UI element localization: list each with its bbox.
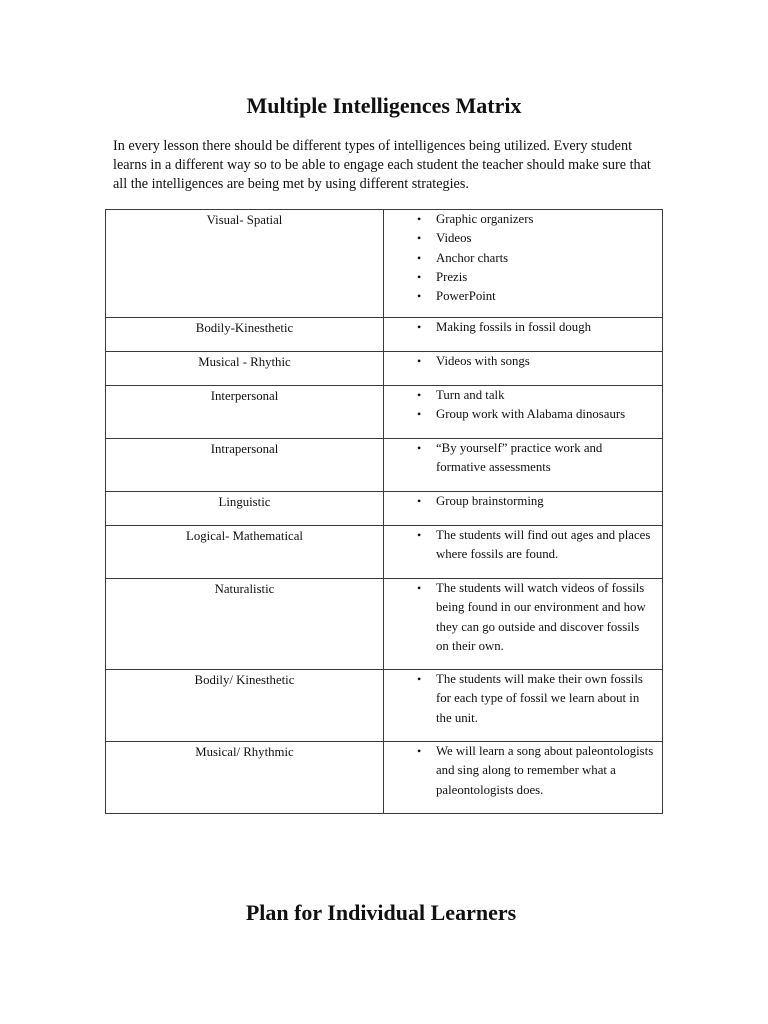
- intelligence-cell: Naturalistic: [106, 579, 384, 670]
- intelligence-cell: Bodily/ Kinesthetic: [106, 670, 384, 742]
- strategy-item: [417, 670, 654, 728]
- strategy-list: [384, 579, 662, 656]
- strategy-list: [384, 439, 662, 478]
- table-row: [106, 439, 663, 492]
- strategy-item: [417, 492, 654, 511]
- bullet-icon: •: [417, 744, 422, 758]
- strategies-cell: [384, 492, 663, 526]
- page-title: Multiple Intelligences Matrix: [246, 93, 522, 118]
- strategy-list: [384, 210, 662, 306]
- strategy-text: Videos: [436, 231, 472, 246]
- strategy-text: Videos with songs: [436, 354, 530, 368]
- strategy-item: [417, 439, 654, 478]
- strategy-text: We will learn a song about paleontologists and sing along to remember what a paleontologists does.: [436, 744, 654, 797]
- strategy-item: [417, 287, 654, 306]
- bullet-icon: •: [417, 494, 422, 508]
- strategies-cell: [384, 526, 663, 579]
- intelligence-cell: Interpersonal: [106, 386, 384, 439]
- table-row: [106, 526, 663, 579]
- table-row: [106, 318, 663, 352]
- strategy-item: [417, 742, 654, 800]
- strategy-item: [417, 229, 654, 248]
- intelligence-cell: Musical/ Rhythmic: [106, 742, 384, 814]
- table-row: [106, 670, 663, 742]
- table-row: [106, 210, 663, 318]
- section-title: Plan for Individual Learners: [245, 900, 517, 925]
- strategy-text: “By yourself” practice work and formative assessments: [436, 441, 603, 475]
- strategy-item: [417, 579, 654, 656]
- strategies-cell: [384, 670, 663, 742]
- table-row: [106, 492, 663, 526]
- strategy-list: [384, 492, 662, 511]
- strategies-cell: [384, 210, 663, 318]
- strategy-item: [417, 405, 654, 424]
- strategy-text: PowerPoint: [436, 289, 496, 304]
- strategies-cell: [384, 579, 663, 670]
- strategy-text: Making fossils in fossil dough: [436, 320, 591, 334]
- strategy-item: [417, 526, 654, 565]
- strategy-list: [384, 352, 662, 371]
- strategy-item: [417, 318, 654, 337]
- table-row: [106, 742, 663, 814]
- strategies-cell: [384, 742, 663, 814]
- intelligence-cell: Logical- Mathematical: [106, 526, 384, 579]
- intelligences-matrix-table: [105, 209, 663, 814]
- strategy-item: [417, 268, 654, 287]
- bullet-icon: •: [417, 354, 422, 368]
- strategy-text: Turn and talk: [436, 388, 505, 402]
- strategy-list: [384, 386, 662, 425]
- strategy-item: [417, 352, 654, 371]
- intelligence-cell: Bodily-Kinesthetic: [106, 318, 384, 352]
- strategy-text: Prezis: [436, 269, 468, 284]
- table-row: [106, 386, 663, 439]
- bullet-icon: •: [417, 528, 422, 542]
- strategy-item: [417, 249, 654, 268]
- bullet-icon: •: [417, 269, 422, 284]
- strategy-text: The students will find out ages and places where fossils are found.: [436, 528, 651, 562]
- strategy-list: [384, 526, 662, 565]
- strategy-list: [384, 670, 662, 728]
- intro-paragraph: In every lesson there should be different types of intelligences being utilized. Every student learns in a different way so to be able to engage each student the teacher should make sure that all the intelligences are being met by using different strategies.: [113, 138, 651, 192]
- table-row: [106, 352, 663, 386]
- bullet-icon: •: [417, 407, 422, 422]
- strategy-text: Group brainstorming: [436, 494, 544, 508]
- strategy-text: Graphic organizers: [436, 212, 534, 226]
- strategies-cell: [384, 318, 663, 352]
- intelligence-cell: Visual- Spatial: [106, 210, 384, 318]
- intelligence-cell: Intrapersonal: [106, 439, 384, 492]
- intelligence-cell: Linguistic: [106, 492, 384, 526]
- strategies-cell: [384, 439, 663, 492]
- strategies-cell: [384, 386, 663, 439]
- bullet-icon: •: [417, 388, 422, 402]
- strategy-list: [384, 318, 662, 337]
- strategy-list: [384, 742, 662, 800]
- strategy-text: Group work with Alabama dinosaurs: [436, 407, 626, 422]
- strategy-text: The students will make their own fossils for each type of fossil we learn about in the unit.: [436, 672, 643, 725]
- bullet-icon: •: [417, 441, 422, 455]
- intelligence-cell: Musical - Rhythic: [106, 352, 384, 386]
- strategy-item: [417, 386, 654, 405]
- strategy-text: The students will watch videos of fossils being found in our environment and how they can go outside and discover fossils on their own.: [436, 581, 646, 653]
- bullet-icon: •: [417, 320, 422, 334]
- strategy-text: Anchor charts: [436, 250, 509, 265]
- table-row: [106, 579, 663, 670]
- bullet-icon: •: [417, 250, 422, 265]
- bullet-icon: •: [417, 212, 422, 226]
- bullet-icon: •: [417, 289, 422, 304]
- strategies-cell: [384, 352, 663, 386]
- strategy-item: [417, 210, 654, 229]
- bullet-icon: •: [417, 581, 422, 595]
- bullet-icon: •: [417, 231, 422, 246]
- bullet-icon: •: [417, 672, 422, 686]
